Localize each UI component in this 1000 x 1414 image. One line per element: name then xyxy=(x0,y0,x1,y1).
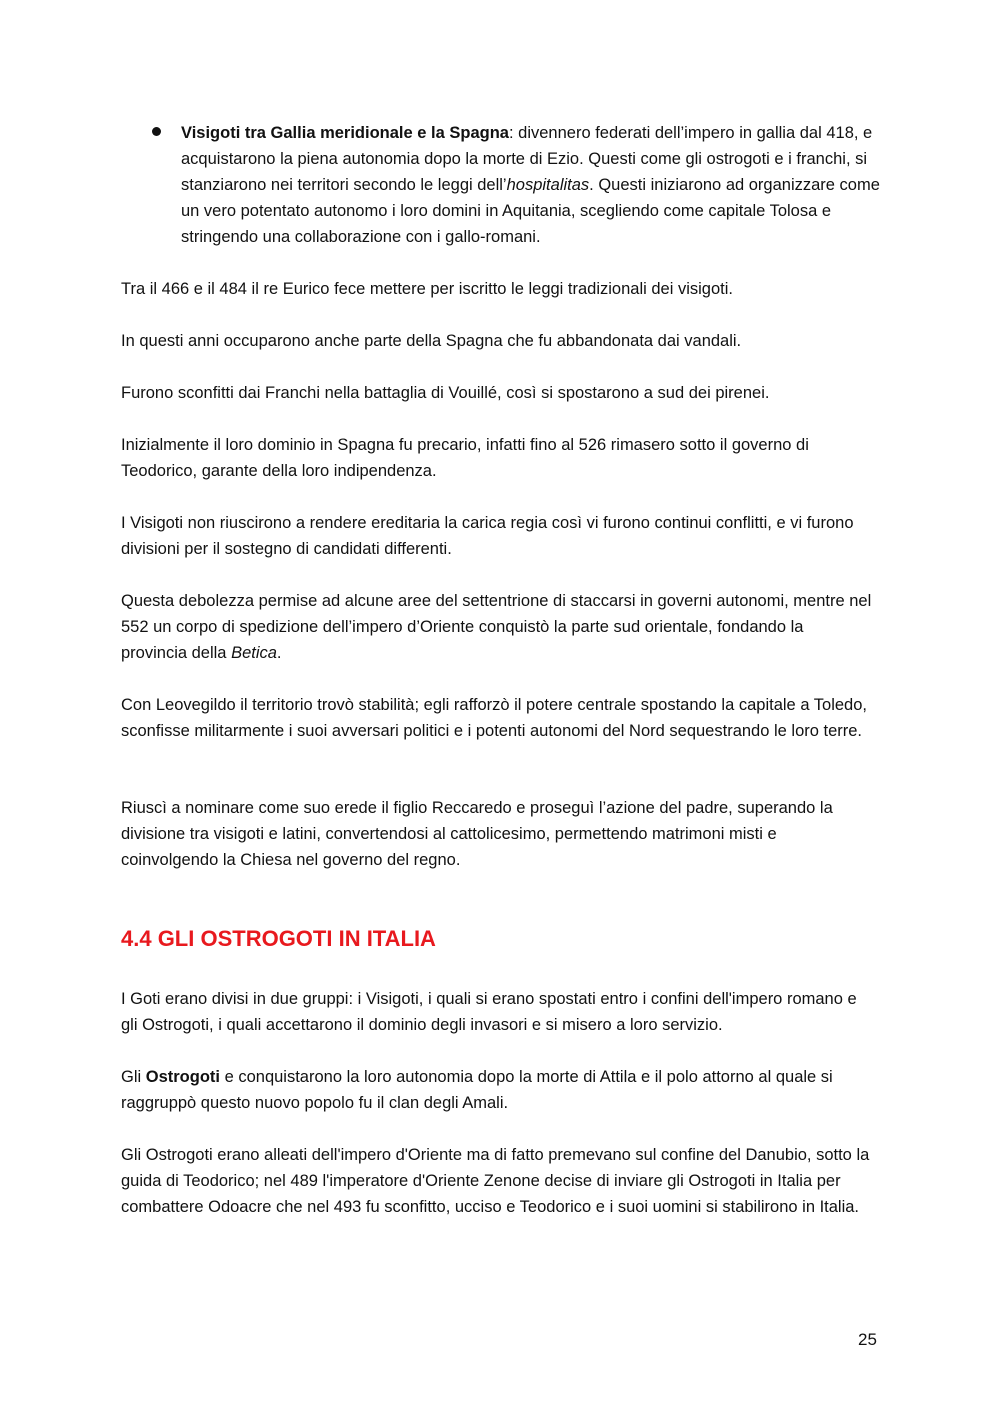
bullet-italic-term: hospitalitas xyxy=(506,176,590,194)
section-heading: 4.4 GLI OSTROGOTI IN ITALIA xyxy=(121,926,436,951)
paragraph-ostrogoti-text: e conquistarono la loro autonomia dopo la morte di Attila e il polo attorno al quale si raggruppò questo nuovo popolo fu il clan degli Amali. xyxy=(121,1068,833,1112)
bullet-text: : divennero federati dell’impero in gallia dal 418, e acquistarono la piena autonomia dopo la morte di Ezio. Questi come gli ostrogoti e i franchi, si stanziarono nei territori secondo le leggi dell’ xyxy=(181,124,873,194)
paragraph-debolezza-text: Questa debolezza permise ad alcune aree del settentrione di staccarsi in governi autonomi, mentre nel 552 un corpo di spedizione dell’impero d’Oriente conquistò la parte sud orientale, fondando la provincia della xyxy=(121,592,872,662)
bullet-icon xyxy=(152,127,161,136)
paragraph-ostrogoti-oriente: Gli Ostrogoti erano alleati dell'impero d'Oriente ma di fatto premevano sul confine del Danubio, sotto la guida di Teodorico; nel 489 l'imperatore d'Oriente Zenone decise di inviare gli Ostrogoti in Italia per combattere Odoacre che nel 493 fu sconfitto, ucciso e Teodorico e i suoi uomini si stabilirono in Italia. xyxy=(121,1146,870,1216)
page-number: 25 xyxy=(858,1330,877,1349)
paragraph-debolezza-end: . xyxy=(276,644,282,662)
bullet-text-end: . Questi iniziarono ad organizzare come un vero potentato autonomo i loro domini in Aquitania, scegliendo come capitale Tolosa e stringendo una collaborazione con i gallo-romani. xyxy=(181,176,880,246)
paragraph-ostrogoti-autonomia xyxy=(121,1064,873,1116)
paragraph-ostrogoti-bold: Ostrogoti xyxy=(145,1068,220,1086)
paragraph-spagna: In questi anni occuparono anche parte della Spagna che fu abbandonata dai vandali. xyxy=(121,332,742,350)
paragraph-dominio: Inizialmente il loro dominio in Spagna fu precario, infatti fino al 526 rimasero sotto il governo di Teodorico, garante della loro indipendenza. xyxy=(121,436,809,480)
bullet-bold-label: Visigoti tra Gallia meridionale e la Spagna xyxy=(181,124,509,142)
paragraph-debolezza xyxy=(121,588,873,666)
paragraph-carica-regia: I Visigoti non riuscirono a rendere ereditaria la carica regia così vi furono continui conflitti, e vi furono divisioni per il sostegno di candidati differenti. xyxy=(121,514,854,558)
paragraph-eurico: Tra il 466 e il 484 il re Eurico fece mettere per iscritto le leggi tradizionali dei visigoti. xyxy=(121,280,733,298)
paragraph-leovegildo: Con Leovegildo il territorio trovò stabilità; egli rafforzò il potere centrale spostando la capitale a Toledo, sconfisse militarmente i suoi avversari politici e i potenti autonomi del Nord sequestrando le loro terre. xyxy=(121,696,867,740)
paragraph-reccaredo: Riuscì a nominare come suo erede il figlio Reccaredo e proseguì l’azione del padre, superando la divisione tra visigoti e latini, convertendosi al cattolicesimo, permettendo matrimoni misti e coinvolgendo la Chiesa nel governo del regno. xyxy=(121,799,833,869)
paragraph-vouille: Furono sconfitti dai Franchi nella battaglia di Vouillé, così si spostarono a sud dei pirenei. xyxy=(121,384,770,402)
paragraph-ostrogoti-start: Gli xyxy=(121,1068,146,1086)
paragraph-goti-gruppi: I Goti erano divisi in due gruppi: i Visigoti, i quali si erano spostati entro i confini dell'impero romano e gli Ostrogoti, i quali accettarono il dominio degli invasori e si misero a loro servizio. xyxy=(121,990,857,1034)
paragraph-debolezza-italic: Betica xyxy=(231,644,277,662)
bullet-item-visigoti xyxy=(181,120,881,250)
